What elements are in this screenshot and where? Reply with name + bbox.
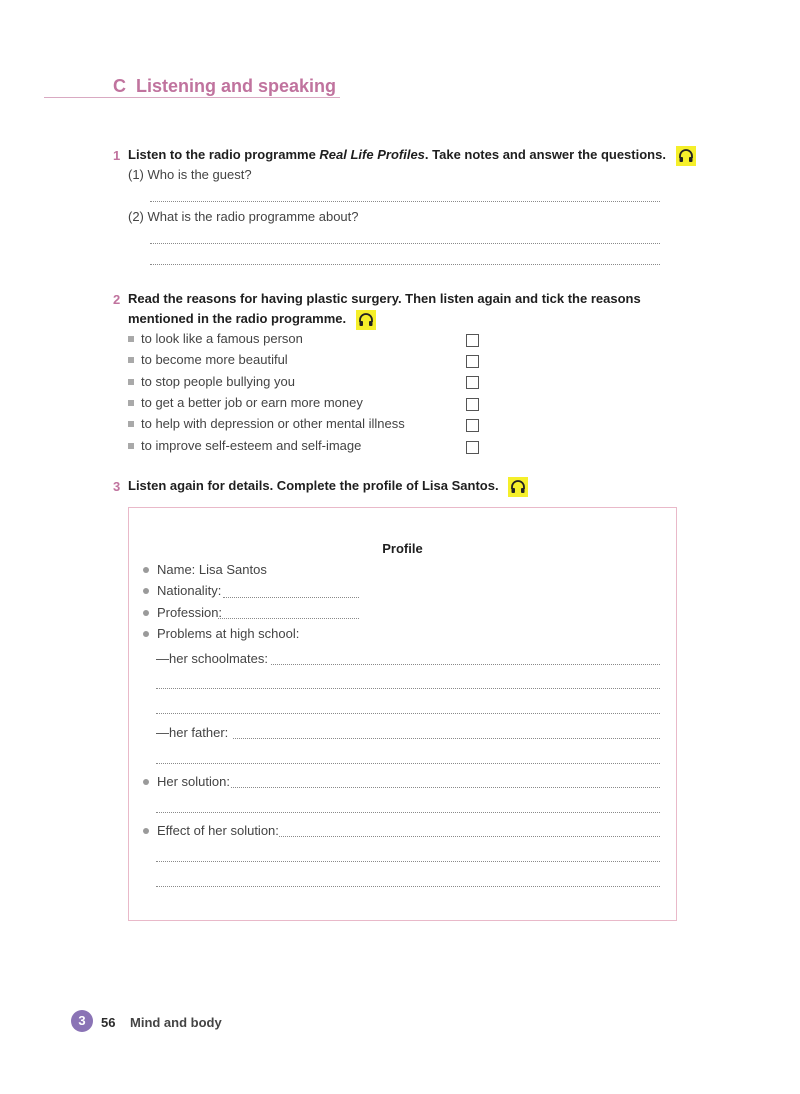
square-bullet-icon [128,357,134,363]
unit-badge: 3 [71,1010,93,1032]
profile-name: Name: Lisa Santos [143,562,267,577]
question-1-text: Listen to the radio programme Real Life Profiles. Take notes and answer the questions. [128,145,696,166]
reason-checkbox[interactable] [466,334,479,347]
answer-line[interactable] [156,886,660,887]
reason-checkbox[interactable] [466,398,479,411]
answer-line[interactable] [150,264,660,265]
question-2-line-2: mentioned in the radio programme. [128,309,376,330]
answer-line[interactable] [156,861,660,862]
answer-line[interactable] [150,243,660,244]
question-2-number: 2 [113,292,121,307]
profile-title: Profile [382,541,423,556]
profile-father: —her father: [156,725,229,740]
answer-line[interactable] [150,201,660,202]
profile-schoolmates: —her schoolmates: [156,651,268,666]
list-item: to help with depression or other mental illness [128,416,405,431]
profile-effect: Effect of her solution: [143,823,279,838]
reason-checkbox[interactable] [466,355,479,368]
question-2-line-1: Read the reasons for having plastic surgery. Then listen again and tick the reasons [128,291,641,306]
square-bullet-icon [128,400,134,406]
answer-line[interactable] [279,836,660,837]
headphones-icon[interactable] [676,146,696,166]
nationality-answer-line[interactable] [223,597,359,598]
square-bullet-icon [128,421,134,427]
list-item: to become more beautiful [128,352,288,367]
question-1-sub-1: (1) Who is the guest? [128,167,252,182]
round-bullet-icon [143,828,149,834]
answer-line[interactable] [231,787,660,788]
section-heading [113,76,336,97]
unit-title: Mind and body [130,1015,222,1030]
question-1-sub-2: (2) What is the radio programme about? [128,209,359,224]
profile-solution: Her solution: [143,774,230,789]
headphones-icon[interactable] [508,477,528,497]
square-bullet-icon [128,379,134,385]
round-bullet-icon [143,610,149,616]
page-number: 56 [101,1015,116,1030]
list-item: to get a better job or earn more money [128,395,363,410]
section-title: Listening and speaking [136,76,337,96]
reason-checkbox[interactable] [466,419,479,432]
profile-nationality: Nationality: [143,583,221,598]
answer-line[interactable] [156,713,660,714]
round-bullet-icon [143,631,149,637]
round-bullet-icon [143,588,149,594]
square-bullet-icon [128,336,134,342]
answer-line[interactable] [156,688,660,689]
round-bullet-icon [143,779,149,785]
profession-answer-line[interactable] [218,618,359,619]
question-1-number: 1 [113,148,121,163]
answer-line[interactable] [156,763,660,764]
reason-checkbox[interactable] [466,441,479,454]
question-3-text: Listen again for details. Complete the profile of Lisa Santos. [128,476,528,497]
answer-line[interactable] [271,664,660,665]
profile-problems: Problems at high school: [143,626,299,641]
list-item: to stop people bullying you [128,374,295,389]
profile-profession: Profession: [143,605,222,620]
reason-checkbox[interactable] [466,376,479,389]
square-bullet-icon [128,443,134,449]
answer-line[interactable] [156,812,660,813]
section-divider [44,97,340,98]
question-3-number: 3 [113,479,121,494]
headphones-icon[interactable] [356,310,376,330]
section-letter: C [113,76,126,96]
answer-line[interactable] [233,738,660,739]
list-item: to look like a famous person [128,331,303,346]
round-bullet-icon [143,567,149,573]
list-item: to improve self-esteem and self-image [128,438,361,453]
